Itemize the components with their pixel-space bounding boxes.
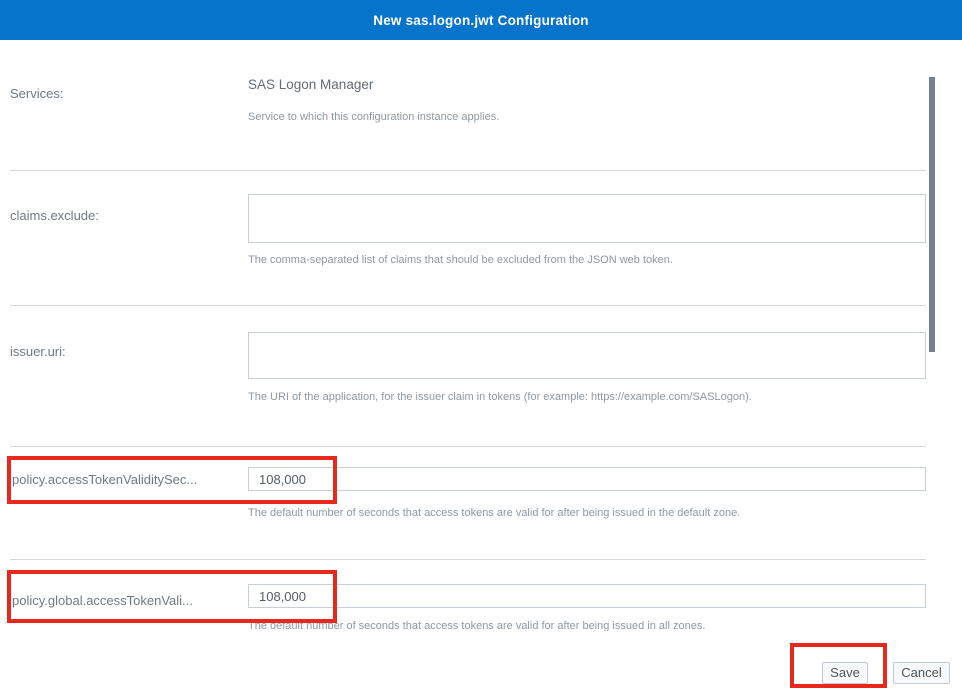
- row-divider: [10, 170, 926, 171]
- dialog-header: [0, 0, 962, 40]
- clipped-description-container: [248, 620, 926, 631]
- access-token-validity-input[interactable]: [248, 467, 926, 491]
- issuer-uri-input[interactable]: [248, 332, 926, 379]
- dialog-title: New sas.logon.jwt Configuration: [373, 12, 589, 28]
- global-access-token-validity-input[interactable]: [248, 584, 926, 608]
- services-value: SAS Logon Manager: [248, 77, 374, 92]
- global-access-token-validity-description: The default number of seconds that access tokens are valid for after being issued in all zones.: [248, 620, 706, 631]
- issuer-uri-description: The URI of the application, for the issuer claim in tokens (for example: https://example.com/SASLogon).: [248, 391, 752, 403]
- vertical-scrollbar-thumb[interactable]: [929, 77, 935, 352]
- cancel-button[interactable]: Cancel: [893, 662, 950, 684]
- field-label-access-token-validity: policy.accessTokenValiditySec...: [12, 472, 198, 487]
- row-divider: [10, 305, 926, 306]
- field-label-issuer-uri: issuer.uri:: [10, 344, 66, 359]
- claims-exclude-description: The comma-separated list of claims that should be excluded from the JSON web token.: [248, 254, 673, 266]
- claims-exclude-input[interactable]: [248, 194, 926, 243]
- field-label-services: Services:: [10, 86, 64, 101]
- field-label-claims-exclude: claims.exclude:: [10, 208, 99, 223]
- row-divider: [10, 559, 926, 560]
- access-token-validity-description: The default number of seconds that access tokens are valid for after being issued in the default zone.: [248, 507, 741, 519]
- save-button[interactable]: Save: [822, 662, 868, 684]
- row-divider: [10, 446, 926, 447]
- field-label-global-access-token-validity: policy.global.accessTokenVali...: [12, 593, 193, 608]
- services-description: Service to which this configuration instance applies.: [248, 111, 500, 123]
